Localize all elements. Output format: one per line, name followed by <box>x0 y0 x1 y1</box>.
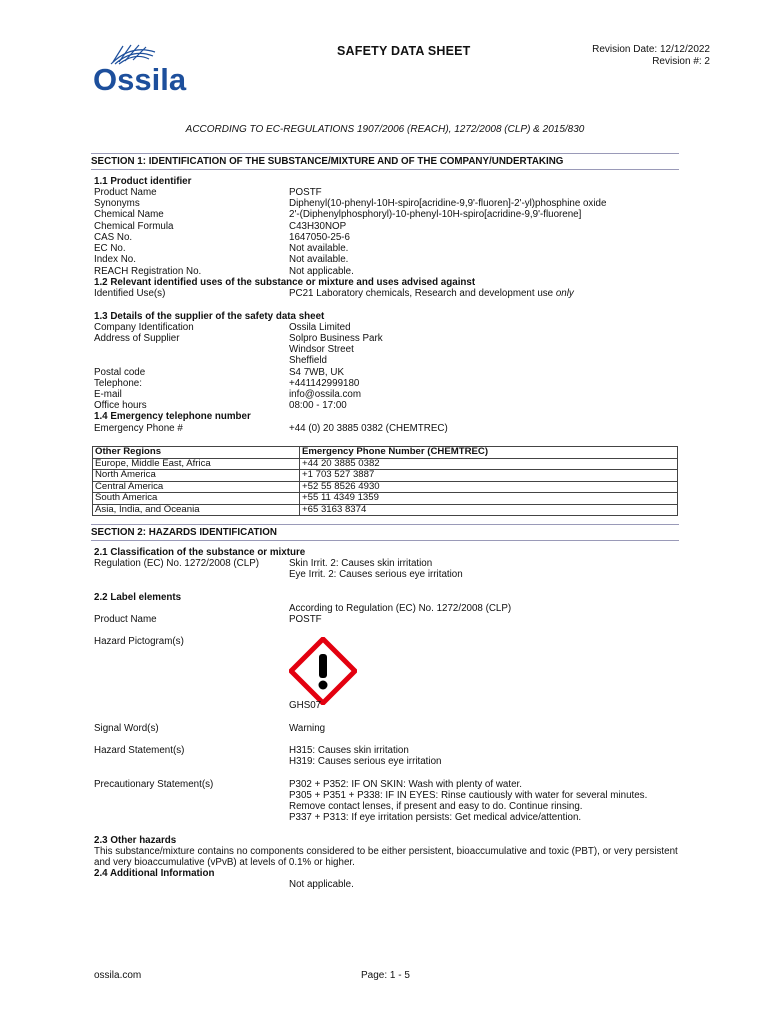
subsection-1-1: 1.1 Product identifier <box>94 176 192 187</box>
emergency-phone-table <box>92 446 678 516</box>
other-hazards-text: This substance/mixture contains no components considered to be either persistent, bioaccumulative and toxic (PBT), or very persistent and very bioaccumulative (vPvB) at levels of 0.1% or higher. <box>94 846 678 869</box>
section-2-heading: SECTION 2: HAZARDS IDENTIFICATION <box>91 524 679 541</box>
info-row: Office hours 08:00 - 17:00 <box>94 400 347 411</box>
logo-wordmark: Ossila <box>93 62 187 97</box>
info-row: Product Name POSTF <box>94 187 322 198</box>
table-cell: +65 3163 8374 <box>300 504 678 516</box>
info-row: Regulation (EC) No. 1272/2008 (CLP) Skin Irrit. 2: Causes skin irritation <box>94 558 433 569</box>
info-row: Remove contact lenses, if present and easy to do. Continue rinsing. <box>289 801 583 812</box>
revision-block <box>592 44 710 68</box>
footer-site: ossila.com <box>94 970 142 981</box>
table-header-cell: Other Regions <box>93 447 300 459</box>
subsection-2-1: 2.1 Classification of the substance or mixture <box>94 547 306 558</box>
info-row: Signal Word(s) Warning <box>94 723 326 734</box>
table-cell: Central America <box>93 481 300 493</box>
info-row: CAS No. 1647050-25-6 <box>94 232 351 243</box>
table-row <box>93 493 678 505</box>
info-row: Product Name POSTF <box>94 614 322 625</box>
info-row: Telephone: +441142999180 <box>94 378 360 389</box>
table-cell: +1 703 527 3887 <box>300 470 678 482</box>
info-row: Sheffield <box>289 355 327 366</box>
subsection-1-4: 1.4 Emergency telephone number <box>94 411 251 422</box>
table-header-row <box>93 447 678 459</box>
subsection-2-3: 2.3 Other hazards <box>94 835 177 846</box>
revision-number: Revision #: 2 <box>652 56 710 67</box>
info-row: Chemical Formula C43H30NOP <box>94 221 347 232</box>
ghs07-exclamation-icon <box>289 637 357 705</box>
info-row: REACH Registration No. Not applicable. <box>94 266 354 277</box>
table-row <box>93 458 678 470</box>
info-row: H319: Causes serious eye irritation <box>289 756 442 767</box>
table-cell: North America <box>93 470 300 482</box>
info-row: Not applicable. <box>289 879 354 890</box>
table-cell: Asia, India, and Oceania <box>93 504 300 516</box>
subsection-2-2: 2.2 Label elements <box>94 592 182 603</box>
info-row: Hazard Pictogram(s) <box>94 636 184 647</box>
ossila-logo <box>93 42 203 97</box>
table-row <box>93 504 678 516</box>
info-row: Windsor Street <box>289 344 354 355</box>
info-row: E-mail info@ossila.com <box>94 389 362 400</box>
info-row: Chemical Name 2'-(Diphenylphosphoryl)-10-phenyl-10H-spiro[acridine-9,9'-fluorene] <box>94 209 582 220</box>
info-row: Hazard Statement(s) H315: Causes skin irritation <box>94 745 409 756</box>
info-row: Precautionary Statement(s) P302 + P352: IF ON SKIN: Wash with plenty of water. <box>94 779 522 790</box>
email-link[interactable]: info@ossila.com <box>289 389 362 400</box>
info-row: According to Regulation (EC) No. 1272/2008 (CLP) <box>289 603 512 614</box>
subsection-1-2: 1.2 Relevant identified uses of the substance or mixture and uses advised against <box>94 277 476 288</box>
subsection-2-4: 2.4 Additional Information <box>94 868 215 879</box>
info-row: Postal code S4 7WB, UK <box>94 367 344 378</box>
info-row <box>94 700 694 711</box>
table-cell: +44 20 3885 0382 <box>300 458 678 470</box>
info-row: P305 + P351 + P338: IF IN EYES: Rinse cautiously with water for several minutes. <box>289 790 648 801</box>
identified-uses: PC21 Laboratory chemicals, Research and development use <box>289 288 556 299</box>
table-cell: Europe, Middle East, Africa <box>93 458 300 470</box>
table-cell: +55 11 4349 1359 <box>300 493 678 505</box>
info-row: EC No. Not available. <box>94 243 349 254</box>
table-row <box>93 481 678 493</box>
info-row: Identified Use(s) PC21 Laboratory chemicals, Research and development use only <box>94 288 574 299</box>
table-cell: South America <box>93 493 300 505</box>
identified-uses-only: only <box>555 288 574 299</box>
info-row: P337 + P313: If eye irritation persists: Get medical advice/attention. <box>289 812 582 823</box>
table-row <box>93 470 678 482</box>
section-1-heading: SECTION 1: IDENTIFICATION OF THE SUBSTANCE/MIXTURE AND OF THE COMPANY/UNDERTAKING <box>91 153 679 170</box>
table-header-cell: Emergency Phone Number (CHEMTREC) <box>300 447 678 459</box>
info-row: Eye Irrit. 2: Causes serious eye irritation <box>289 569 463 580</box>
info-row: Index No. Not available. <box>94 254 349 265</box>
info-row: Synonyms Diphenyl(10-phenyl-10H-spiro[acridine-9,9'-fluoren]-2'-yl)phosphine oxide <box>94 198 607 209</box>
subsection-1-3: 1.3 Details of the supplier of the safety data sheet <box>94 311 325 322</box>
table-cell: +52 55 8526 4930 <box>300 481 678 493</box>
info-row: Emergency Phone # +44 (0) 20 3885 0382 (CHEMTREC) <box>94 423 448 434</box>
document-title: SAFETY DATA SHEET <box>337 44 471 58</box>
info-row: Company Identification Ossila Limited <box>94 322 351 333</box>
regulation-line: ACCORDING TO EC-REGULATIONS 1907/2006 (REACH), 1272/2008 (CLP) & 2015/830 <box>185 124 585 135</box>
revision-date: Revision Date: 12/12/2022 <box>592 44 710 55</box>
page-number: Page: 1 - 5 <box>361 970 410 981</box>
info-row: Address of Supplier Solpro Business Park <box>94 333 383 344</box>
ghs-code: GHS07 <box>289 700 322 711</box>
